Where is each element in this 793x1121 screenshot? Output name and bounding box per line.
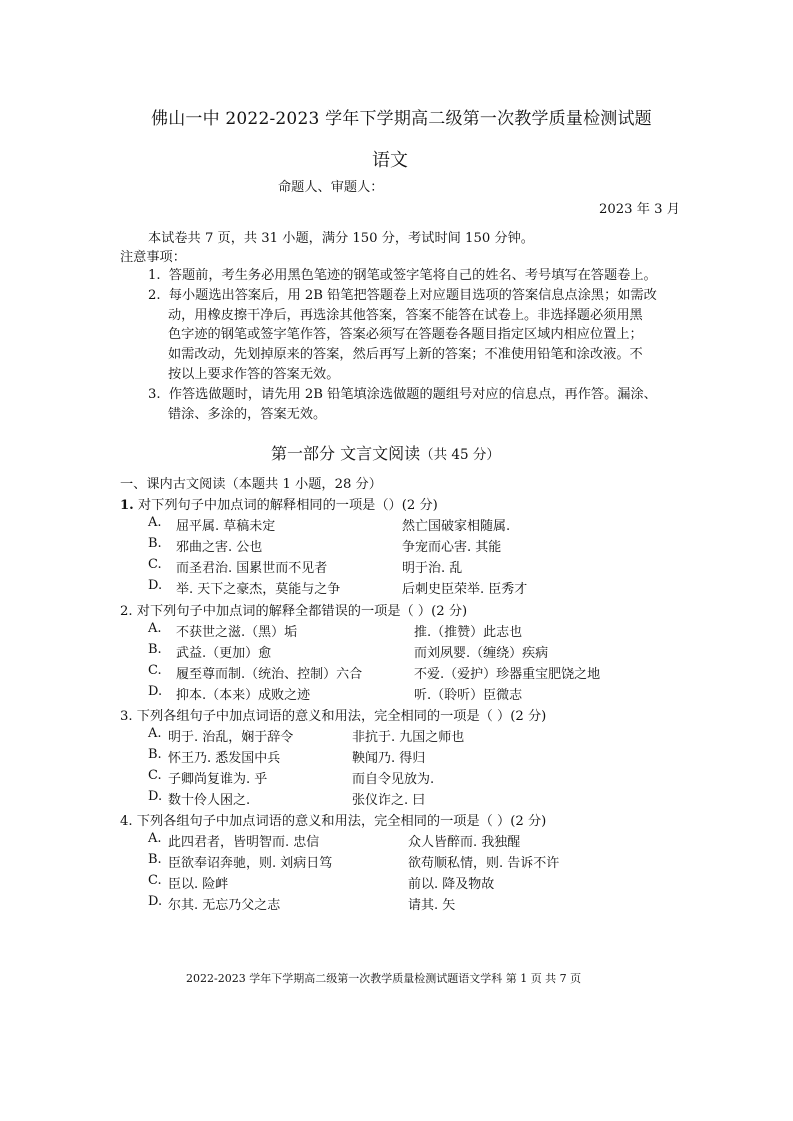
q1-option-d-letter: D. (148, 578, 163, 593)
page-footer: 2022-2023 学年下学期高二级第一次教学质量检测试题语文学科 第 1 页 共 7 页 (186, 972, 582, 985)
question-text: 下列各组句子中加点词语的意义和用法，完全相同的一项是（ ）(2 分) (136, 814, 547, 829)
notice-item-3-line-2: 错涂、多涂的，答案无效。 (168, 407, 327, 422)
q1-option-a-right: 然亡国破家相随属. (402, 519, 511, 534)
q2-option-a-letter: A. (148, 621, 162, 636)
q1-option-b-right: 争宠而心害. 其能 (402, 540, 502, 555)
q4-option-c-right: 前以. 降及物故 (408, 877, 495, 892)
q3-option-b-right: 鞅闻乃. 得归 (352, 751, 426, 766)
notice-item-text: 答题前，考生务必用黑色笔迹的钢笔或签字笔将自己的姓名、考号填写在答题卷上。 (168, 268, 657, 283)
q3-option-a-left: 明于. 治乱，娴于辞令 (168, 730, 294, 745)
q1-option-c-right: 明于治. 乱 (402, 561, 463, 576)
question-1-stem (120, 494, 438, 513)
question-text: 对下列句子中加点词的解释相同的一项是（）(2 分) (137, 498, 438, 513)
notice-item-3 (148, 384, 657, 405)
question-number: 2. (120, 604, 133, 619)
q3-option-c-left: 子卿尚复谁为. 乎 (168, 772, 268, 787)
q1-option-c-letter: C. (148, 557, 162, 572)
question-4-stem (120, 810, 546, 829)
q1-option-a-left: 屈平属. 草稿未定 (176, 519, 276, 534)
question-number: 1. (120, 498, 134, 513)
q3-option-d-left: 数十伶人困之. (168, 793, 251, 808)
q4-option-c-letter: C. (148, 873, 162, 888)
part1-title-text: 第一部分 文言文阅读 (271, 444, 421, 463)
q2-option-a-left: 不获世之滋.（黑）垢 (176, 625, 298, 640)
question-2-stem (120, 600, 467, 619)
q2-option-a-right: 推.（推赞）此志也 (414, 625, 523, 640)
question-number: 4. (120, 814, 133, 829)
authors-line: 命题人、审题人： (278, 180, 384, 195)
question-number: 3. (120, 709, 133, 724)
q1-option-b-letter: B. (148, 536, 162, 551)
q2-option-c-right: 不爱.（爱护）珍器重宝肥饶之地 (414, 667, 601, 682)
part1-points: （共 45 分） (420, 447, 500, 463)
q4-option-a-letter: A. (148, 831, 162, 846)
notice-label: 注意事项： (120, 250, 186, 265)
q4-option-d-right: 请其. 矢 (408, 898, 456, 913)
notice-item-2-line-3: 色字迹的钢笔或签字笔作答，答案必须写在答题卷各题目指定区域内相应位置上； (168, 327, 643, 342)
notice-item-1 (148, 265, 657, 286)
q2-option-c-left: 履至尊而制.（统治、控制）六合 (176, 667, 363, 682)
q2-option-b-left: 武益.（更加）愈 (176, 646, 272, 661)
q3-option-c-right: 而自令见放为. (352, 772, 435, 787)
subsection-title: 一、课内古文阅读（本题共 1 小题，28 分） (120, 477, 382, 492)
q2-option-b-letter: B. (148, 642, 162, 657)
q3-option-a-right: 非抗于. 九国之师也 (352, 730, 465, 745)
notice-item-2 (148, 285, 657, 306)
q4-option-b-left: 臣欲奉诏奔驰，则. 刘病日笃 (168, 856, 333, 871)
notice-item-2-line-4: 如需改动，先划掉原来的答案，然后再写上新的答案；不准使用铅笔和涂改液。不 (168, 347, 643, 362)
notice-item-number: 2. (148, 288, 161, 303)
exam-intro: 本试卷共 7 页，共 31 小题，满分 150 分，考试时间 150 分钟。 (148, 231, 534, 246)
question-text: 对下列句子中加点词的解释全都错误的一项是（ ）(2 分) (136, 604, 468, 619)
subject-title: 语文 (372, 150, 408, 171)
notice-item-2-line-5: 按以上要求作答的答案无效。 (168, 367, 340, 382)
q3-option-c-letter: C. (148, 768, 162, 783)
q4-option-b-letter: B. (148, 852, 162, 867)
q1-option-d-left: 举. 天下之豪杰，莫能与之争 (176, 582, 341, 597)
page-title: 佛山一中 2022-2023 学年下学期高二级第一次教学质量检测试题 (151, 109, 652, 129)
q1-option-d-right: 后刺史臣荣举. 臣秀才 (402, 582, 528, 597)
q4-option-d-letter: D. (148, 894, 163, 909)
q1-option-b-left: 邪曲之害. 公也 (176, 540, 263, 555)
q2-option-d-right: 听.（聆听）臣微志 (414, 688, 523, 703)
q2-option-d-left: 抑本.（本来）成败之迹 (176, 688, 311, 703)
q4-option-b-right: 欲苟顺私情，则. 告诉不许 (408, 856, 560, 871)
q3-option-b-left: 怀王乃. 悉发国中兵 (168, 751, 281, 766)
q3-option-a-letter: A. (148, 726, 162, 741)
notice-item-text: 每小题选出答案后，用 2B 铅笔把答题卷上对应题目选项的答案信息点涂黑；如需改 (168, 288, 657, 303)
q3-option-d-right: 张仪诈之. 曰 (352, 793, 426, 808)
q3-option-d-letter: D. (148, 789, 163, 804)
q4-option-c-left: 臣以. 险衅 (168, 877, 229, 892)
q1-option-c-left: 而圣君治. 国累世而不见者 (176, 561, 328, 576)
q4-option-a-left: 此四君者，皆明智而. 忠信 (168, 835, 320, 850)
notice-item-number: 3. (148, 387, 161, 402)
q4-option-a-right: 众人皆醉而. 我独醒 (408, 835, 521, 850)
part1-title (271, 441, 500, 464)
notice-item-number: 1. (148, 268, 161, 283)
exam-date: 2023 年 3 月 (599, 202, 680, 217)
q4-option-d-left: 尔其. 无忘乃父之志 (168, 898, 281, 913)
q1-option-a-letter: A. (148, 515, 162, 530)
question-3-stem (120, 705, 546, 724)
notice-item-2-line-2: 动，用橡皮擦干净后，再选涂其他答案，答案不能答在试卷上。非选择题必须用黑 (168, 308, 643, 323)
q2-option-d-letter: D. (148, 684, 163, 699)
q2-option-c-letter: C. (148, 663, 162, 678)
question-text: 下列各组句子中加点词语的意义和用法，完全相同的一项是（ ）(2 分) (136, 709, 547, 724)
notice-item-text: 作答选做题时，请先用 2B 铅笔填涂选做题的题组号对应的信息点，再作答。漏涂、 (168, 387, 657, 402)
q2-option-b-right: 而刘夙婴.（缠绕）疾病 (414, 646, 549, 661)
q3-option-b-letter: B. (148, 747, 162, 762)
